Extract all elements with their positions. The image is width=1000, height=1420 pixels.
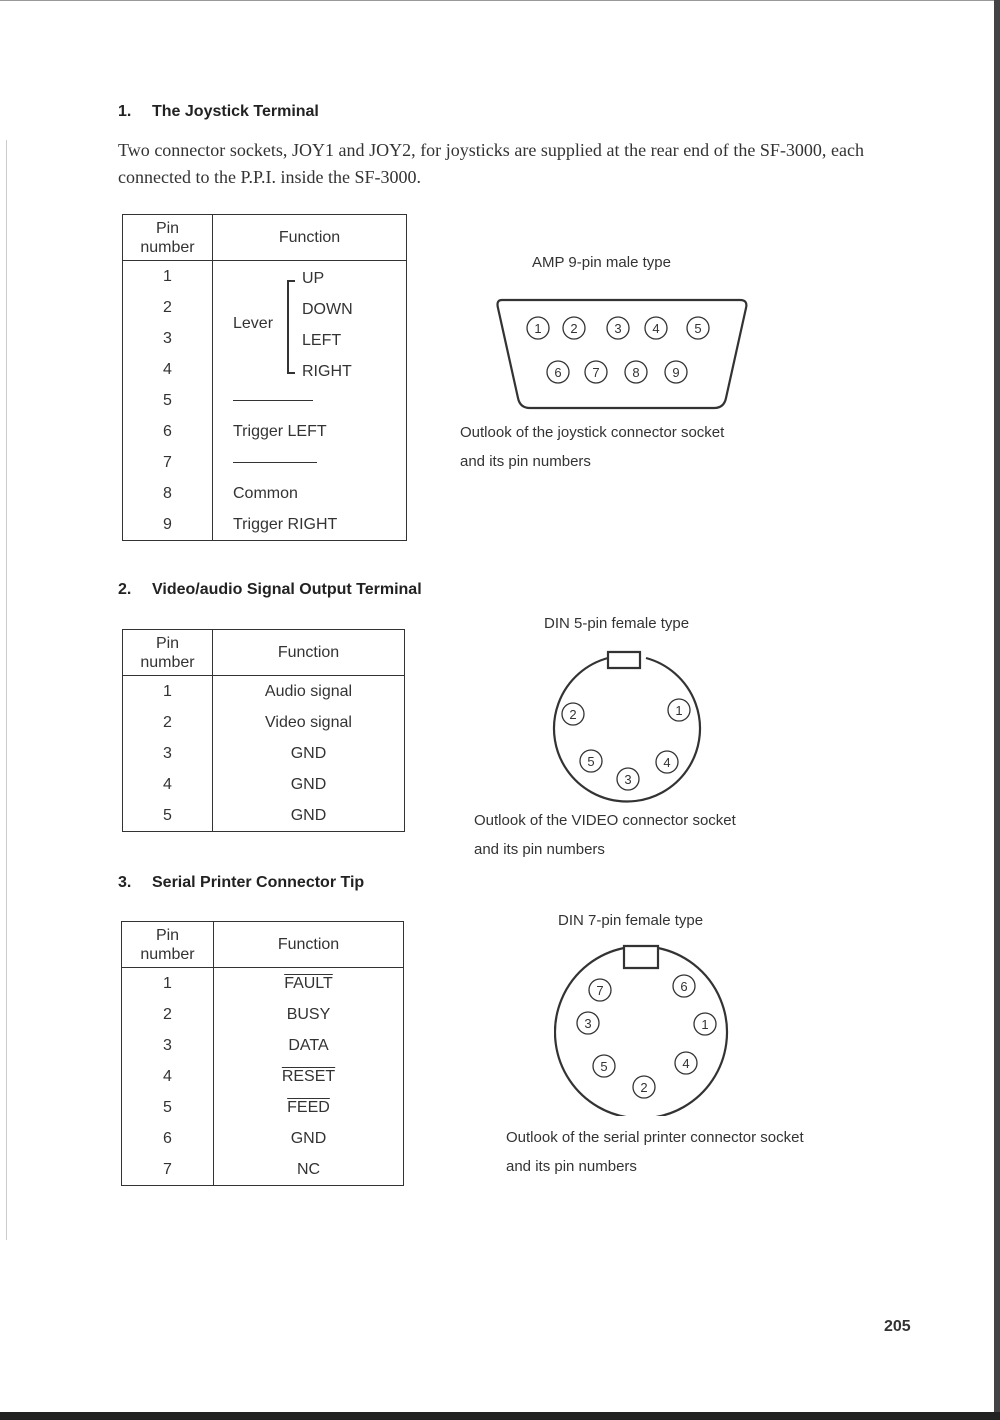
table-header-row (123, 215, 407, 261)
page-left-shadow (6, 140, 7, 1240)
lever-group-cell (213, 261, 407, 386)
table-row (123, 385, 407, 416)
amp9-pin-3 (607, 317, 629, 339)
section-2-title: Video/audio Signal Output Terminal (152, 581, 422, 598)
function-header: Function (213, 215, 407, 261)
svg-text:7: 7 (596, 983, 604, 998)
function-cell: Audio signal (264, 682, 353, 700)
table-row (123, 800, 405, 832)
pin-cell: 3 (123, 738, 213, 769)
pin-cell: 1 (122, 968, 214, 1000)
function-cell: Video signal (265, 713, 352, 731)
function-header: Function (214, 922, 404, 968)
amp9-pin-6 (547, 361, 569, 383)
section-2-heading (118, 581, 422, 599)
lever-bracket (287, 280, 289, 373)
din7-diagram-title: DIN 7-pin female type (558, 912, 704, 929)
din5-pin-1 (668, 699, 690, 721)
din7-caption-line2: and its pin numbers (506, 1158, 637, 1175)
din7-pin-3 (577, 1012, 599, 1034)
din7-pin-7 (589, 979, 611, 1001)
pin-cell: 7 (122, 1154, 214, 1186)
svg-text:4: 4 (682, 1056, 690, 1071)
function-cell: Common (233, 484, 298, 502)
amp9-pin-1 (527, 317, 549, 339)
din7-pin-1 (694, 1013, 716, 1035)
svg-text:6: 6 (554, 365, 562, 380)
pin-cell: 6 (122, 1123, 214, 1154)
table-header-row (122, 922, 404, 968)
function-cell (214, 1061, 404, 1092)
page-number: 205 (884, 1318, 911, 1335)
pin-cell: 6 (123, 416, 213, 447)
amp9-pin-8 (625, 361, 647, 383)
din5-pin-4 (656, 751, 678, 773)
table-row (123, 509, 407, 541)
section-1-number: 1. (118, 103, 132, 120)
din5-key-notch (608, 652, 640, 668)
pin-header-line2: number (140, 945, 195, 963)
din5-caption-line1: Outlook of the VIDEO connector socket (474, 812, 736, 829)
video-pin-table (122, 629, 405, 832)
svg-text:2: 2 (570, 321, 578, 336)
function-cell (214, 968, 404, 1000)
svg-text:5: 5 (600, 1059, 608, 1074)
lever-bracket-bottom (287, 372, 295, 374)
svg-text:4: 4 (663, 755, 671, 770)
pin-cell: 3 (122, 1030, 214, 1061)
section-1-title: The Joystick Terminal (152, 103, 319, 120)
din5-caption (474, 806, 736, 864)
din5-connector-diagram (546, 646, 706, 806)
amp9-pin-5 (687, 317, 709, 339)
din7-pin-6 (673, 975, 695, 997)
function-cell: DATA (288, 1036, 329, 1054)
section-1-heading (118, 103, 319, 121)
din7-connector-diagram (554, 938, 738, 1116)
pin-cell: 4 (123, 354, 213, 385)
pin-cell: 4 (123, 769, 213, 800)
function-cell: GND (290, 1129, 327, 1147)
amp9-diagram-title: AMP 9-pin male type (532, 254, 671, 271)
pin-header-line2: number (140, 238, 195, 256)
table-row (123, 738, 405, 769)
feed-signal-label: FEED (287, 1098, 330, 1116)
din5-pin-3 (617, 768, 639, 790)
pin-cell: 2 (123, 292, 213, 323)
table-row (122, 1123, 404, 1154)
table-row (123, 478, 407, 509)
amp9-pin-4 (645, 317, 667, 339)
pin-cell: 9 (123, 509, 213, 541)
pin-cell: 2 (122, 999, 214, 1030)
function-cell: Trigger RIGHT (233, 515, 338, 533)
table-row (123, 447, 407, 478)
din7-caption (506, 1123, 804, 1181)
function-cell: GND (290, 806, 327, 824)
pin-cell: 5 (123, 385, 213, 416)
table-header-row (123, 630, 405, 676)
table-row (122, 1154, 404, 1186)
printer-pin-table (121, 921, 404, 1186)
pin-header-line1: Pin (155, 219, 180, 237)
amp9-pin-2 (563, 317, 585, 339)
function-header: Function (213, 630, 405, 676)
joystick-pin-table (122, 214, 407, 541)
din7-caption-line1: Outlook of the serial printer connector socket (506, 1129, 804, 1146)
svg-text:5: 5 (694, 321, 702, 336)
reset-signal-label: RESET (281, 1067, 336, 1085)
function-cell: BUSY (286, 1005, 331, 1023)
fault-signal-label: FAULT (284, 974, 333, 992)
svg-text:3: 3 (584, 1016, 592, 1031)
section-3-heading (118, 874, 364, 892)
function-cell: GND (290, 775, 327, 793)
page-top-edge (0, 0, 1000, 1)
pin-header-line1: Pin (155, 926, 180, 944)
table-row (122, 999, 404, 1030)
page-bottom-edge (0, 1412, 1000, 1420)
svg-text:9: 9 (672, 365, 680, 380)
svg-text:8: 8 (632, 365, 640, 380)
pin-cell: 3 (123, 323, 213, 354)
svg-text:3: 3 (624, 772, 632, 787)
table-row (123, 676, 405, 708)
din5-pin-2 (562, 703, 584, 725)
table-row (123, 416, 407, 447)
svg-text:1: 1 (701, 1017, 709, 1032)
pin-header-line2: number (140, 653, 195, 671)
pin-cell: 1 (123, 676, 213, 708)
pin-cell: 4 (122, 1061, 214, 1092)
svg-text:2: 2 (640, 1080, 648, 1095)
function-cell: LEFT (302, 332, 342, 349)
amp9-caption-line2: and its pin numbers (460, 453, 591, 470)
pin-cell: 7 (123, 447, 213, 478)
unused-dash (233, 462, 317, 464)
function-cell: NC (296, 1160, 321, 1178)
section-1-intro: Two connector sockets, JOY1 and JOY2, for joysticks are supplied at the rear end of the SF-3000, each connected to the P.P.I. inside the SF-3000. (118, 140, 864, 187)
lever-label: Lever (233, 315, 274, 332)
pin-cell: 2 (123, 707, 213, 738)
function-cell (214, 1092, 404, 1123)
din7-pin-5 (593, 1055, 615, 1077)
pin-cell: 8 (123, 478, 213, 509)
section-2-number: 2. (118, 581, 132, 598)
page-right-edge (994, 0, 1000, 1420)
pin-number-header (123, 215, 213, 261)
svg-text:4: 4 (652, 321, 660, 336)
table-row (123, 769, 405, 800)
table-row (123, 261, 407, 293)
section-3-title: Serial Printer Connector Tip (152, 874, 365, 891)
svg-text:6: 6 (680, 979, 688, 994)
function-cell (213, 447, 407, 478)
amp9-caption (460, 418, 724, 476)
pin-cell: 1 (123, 261, 213, 293)
pin-header-line1: Pin (155, 634, 180, 652)
function-cell: Trigger LEFT (233, 422, 327, 440)
pin-cell: 5 (123, 800, 213, 832)
din5-pin-5 (580, 750, 602, 772)
section-3-number: 3. (118, 874, 132, 891)
table-row (123, 707, 405, 738)
function-cell (213, 385, 407, 416)
lever-bracket-top (287, 280, 295, 282)
svg-text:1: 1 (675, 703, 683, 718)
din7-key-notch (624, 946, 658, 968)
amp9-connector-diagram (490, 292, 754, 414)
svg-text:3: 3 (614, 321, 622, 336)
amp9-shell-outline (498, 300, 747, 408)
table-row (122, 968, 404, 1000)
pin-number-header (122, 922, 214, 968)
svg-text:5: 5 (587, 754, 595, 769)
svg-text:2: 2 (569, 707, 577, 722)
din7-pin-4 (675, 1052, 697, 1074)
din5-diagram-title: DIN 5-pin female type (544, 615, 690, 632)
amp9-caption-line1: Outlook of the joystick connector socket (460, 424, 725, 441)
table-row (122, 1061, 404, 1092)
function-cell: UP (302, 270, 325, 287)
amp9-pin-7 (585, 361, 607, 383)
pin-cell: 5 (122, 1092, 214, 1123)
svg-text:7: 7 (592, 365, 600, 380)
table-row (122, 1030, 404, 1061)
svg-text:1: 1 (534, 321, 542, 336)
din5-caption-line2: and its pin numbers (474, 841, 605, 858)
pin-number-header (123, 630, 213, 676)
unused-dash (233, 400, 313, 402)
function-cell: DOWN (302, 301, 353, 318)
function-cell: RIGHT (302, 363, 352, 380)
table-row (122, 1092, 404, 1123)
din7-pin-2 (633, 1076, 655, 1098)
function-cell: GND (290, 744, 327, 762)
amp9-pin-9 (665, 361, 687, 383)
